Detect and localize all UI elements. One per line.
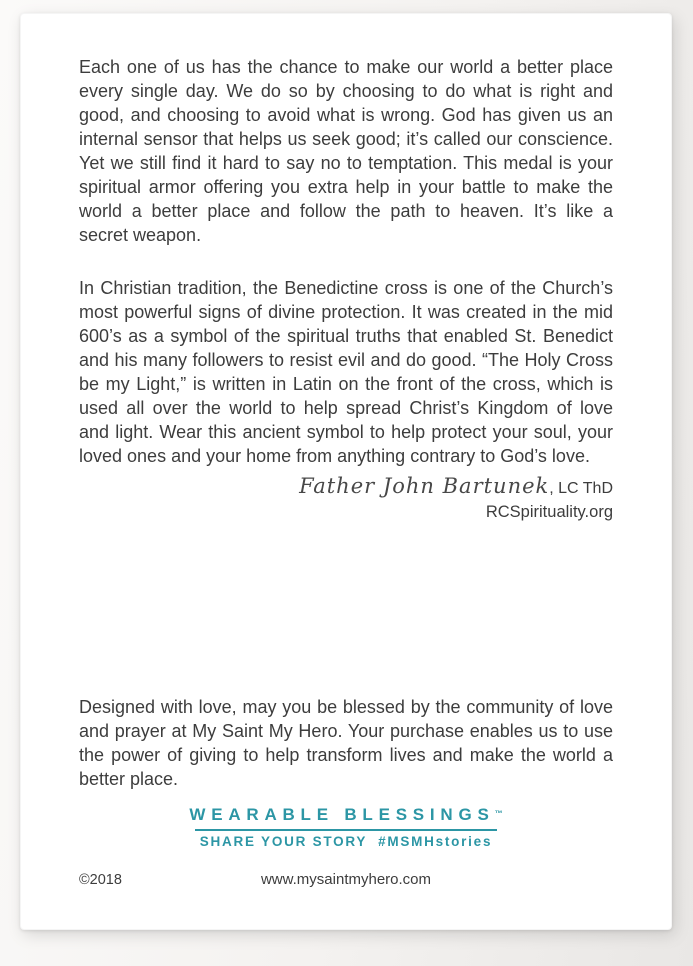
signature-credentials: , LC ThD [549, 480, 613, 497]
tagline-hashtag: #MSMHstories [378, 834, 493, 849]
tradition-paragraph [79, 276, 613, 468]
text-line: internal sensor that helps us seek good; it’s called our conscience. [79, 129, 613, 149]
signature-organization: RCSpirituality.org [485, 503, 613, 521]
prayer-card [20, 13, 672, 930]
text-line: and prayer at My Saint My Hero. Your purchase enables us to use [79, 721, 613, 741]
text-line: be my Light,” is written in Latin on the front of the cross, which is [79, 374, 613, 394]
text-line: the power of giving to help transform lives and make the world a [79, 745, 613, 765]
text-line: Each one of us has the chance to make our world a better place [79, 57, 613, 77]
blank-space [79, 523, 613, 695]
text-line: Designed with love, may you be blessed by the community of love [79, 697, 613, 717]
intro-paragraph [79, 55, 613, 247]
text-line: spiritual armor offering you extra help in your battle to make the [79, 177, 613, 197]
text-line: loved ones and your home from anything contrary to God’s love. [79, 446, 590, 466]
footer-row [79, 871, 613, 889]
text-line: better place. [79, 769, 179, 789]
text-line: Yet we still find it hard to say no to temptation. This medal is your [79, 153, 613, 173]
copyright-text: ©2018 [79, 872, 122, 888]
signature-script-name: Father John Bartunek [299, 474, 550, 498]
text-line: every single day. We do so by choosing to do what is right and [79, 81, 613, 101]
text-line: good, and choosing to avoid what is wrong. God has given us an [79, 105, 613, 125]
brand-tagline [79, 834, 613, 850]
brand-wordmark-text: WEARABLE BLESSINGS [189, 805, 495, 824]
text-line: most powerful signs of divine protection. It was created in the mid [79, 302, 613, 322]
text-line: secret weapon. [79, 225, 202, 245]
text-line: In Christian tradition, the Benedictine cross is one of the Church’s [79, 278, 613, 298]
mission-paragraph [79, 695, 613, 791]
trademark-symbol: ™ [494, 809, 503, 818]
website-url: www.mysaintmyhero.com [260, 871, 432, 888]
signature-block [79, 473, 613, 502]
text-line: used all over the world to help spread Christ’s Kingdom of love [79, 398, 613, 418]
tagline-share-your-story: SHARE YOUR STORY [199, 834, 368, 849]
text-line: world a better place and follow the path to heaven. It’s like a [79, 201, 613, 221]
text-line: and light. Wear this ancient symbol to help protect your soul, your [79, 422, 613, 442]
text-line: and his many followers to resist evil and do good. “The Holy Cross [79, 350, 613, 370]
brand-underline [195, 829, 497, 831]
brand-wordmark [79, 805, 613, 825]
brand-block [79, 805, 613, 850]
text-line: 600’s as a symbol of the spiritual truths that enabled St. Benedict [79, 326, 613, 346]
